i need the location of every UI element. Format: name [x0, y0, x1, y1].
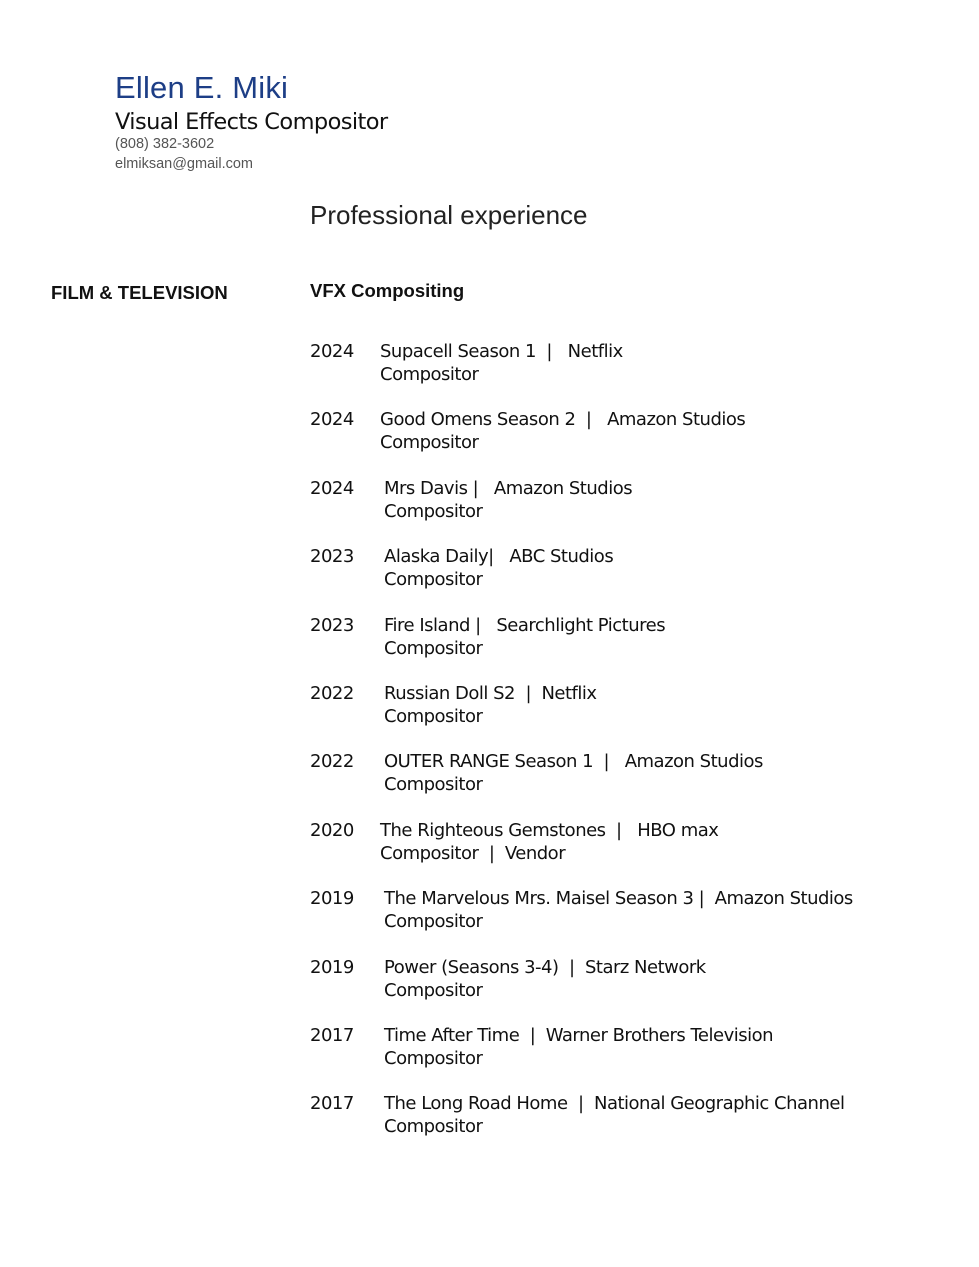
entry-project: Mrs Davis | Amazon Studios: [384, 477, 633, 499]
entry-project: Fire Island | Searchlight Pictures: [384, 614, 666, 636]
entry-project: Supacell Season 1 | Netflix: [380, 341, 623, 362]
entry-details: [384, 545, 613, 591]
entry-details: [384, 1024, 773, 1070]
entry-year: 2019: [310, 888, 354, 910]
entry-project: Time After Time | Warner Brothers Television: [384, 1024, 774, 1046]
entry-role: Compositor: [380, 364, 479, 385]
section-title: Professional experience: [310, 200, 588, 230]
entry-year: 2020: [310, 819, 354, 841]
entry-year: 2017: [310, 1093, 354, 1115]
entry-details: [384, 682, 597, 728]
entry-project: Power (Seasons 3-4) | Starz Network: [384, 956, 706, 978]
entry-year: 2024: [310, 341, 354, 362]
entry-project: OUTER RANGE Season 1 | Amazon Studios: [384, 751, 763, 773]
phone-number: (808) 382-3602: [115, 136, 215, 152]
entry-project: Alaska Daily| ABC Studios: [384, 546, 614, 568]
entry-role: Compositor | Vendor: [380, 842, 566, 864]
entry-role: Compositor: [384, 637, 483, 659]
entry-year: 2022: [310, 682, 354, 704]
entry-details: [380, 819, 718, 865]
entry-details: [380, 340, 623, 386]
entry-year: 2023: [310, 614, 354, 636]
entry-details: [384, 956, 706, 1002]
entry-details: [384, 614, 665, 660]
entry-year: 2023: [310, 546, 354, 568]
entry-project: Russian Doll S2 | Netflix: [384, 682, 597, 704]
entry-project: The Righteous Gemstones | HBO max: [380, 819, 719, 841]
candidate-name: Ellen E. Miki: [115, 70, 289, 105]
entry-role: Compositor: [380, 432, 479, 454]
entry-project: The Long Road Home | National Geographic Channel: [384, 1093, 845, 1115]
entry-role: Compositor: [384, 911, 483, 933]
entry-year: 2022: [310, 751, 354, 773]
subsection-title: VFX Compositing: [310, 280, 465, 301]
entry-year: 2024: [310, 477, 354, 499]
job-title: Visual Effects Compositor: [115, 109, 388, 135]
entry-role: Compositor: [384, 979, 483, 1001]
entry-year: 2024: [310, 409, 354, 431]
entry-year: 2017: [310, 1024, 354, 1046]
entry-role: Compositor: [384, 1047, 483, 1069]
entry-year: 2019: [310, 956, 354, 978]
entry-project: Good Omens Season 2 | Amazon Studios: [380, 409, 746, 431]
entry-role: Compositor: [384, 500, 483, 522]
entry-role: Compositor: [384, 1116, 483, 1138]
category-label: FILM & TELEVISION: [51, 282, 228, 303]
entry-details: [380, 408, 745, 454]
entry-role: Compositor: [384, 569, 483, 591]
entry-role: Compositor: [384, 705, 483, 727]
email-address: elmiksan@gmail.com: [115, 156, 254, 172]
entry-details: [384, 1092, 844, 1138]
entry-role: Compositor: [384, 774, 483, 796]
entry-details: [384, 887, 853, 933]
entry-details: [384, 750, 763, 796]
entry-project: The Marvelous Mrs. Maisel Season 3 | Amazon Studios: [384, 888, 853, 910]
entry-details: [384, 477, 632, 523]
